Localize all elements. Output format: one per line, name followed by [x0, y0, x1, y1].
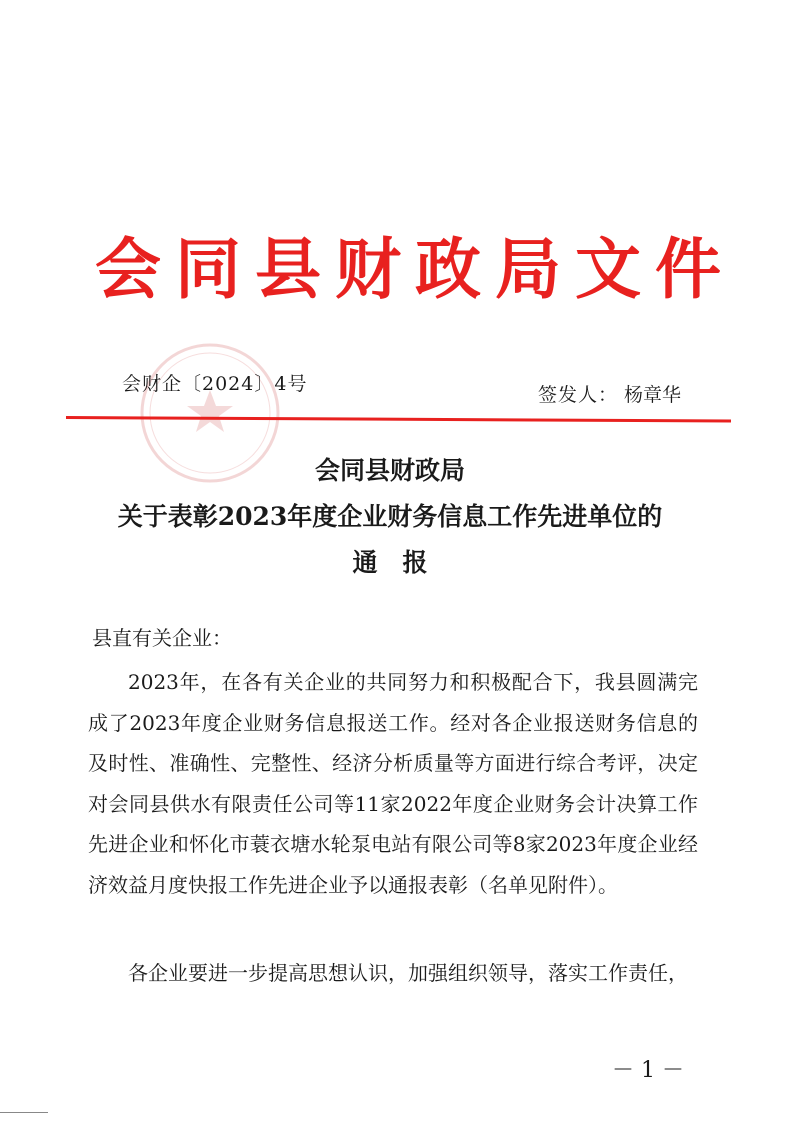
notice-title-line-3: 通 报	[352, 548, 428, 577]
issuer-name: 杨章华	[624, 384, 682, 406]
body-paragraph-2: 各企业要进一步提高思想认识，加强组织领导，落实工作责任，	[128, 961, 688, 985]
document-number: 会财企〔2024〕4号	[122, 373, 308, 395]
notice-title	[40, 448, 740, 586]
body-paragraph-1: 2023年，在各有关企业的共同努力和积极配合下，我县圆满完成了2023年度企业财务信息报送工作。经对各企业报送财务信息的及时性、准确性、完整性、经济分析质量等方面进行综合考评，决定对会同县供水有限责任公司等11家2022年度企业财务会计决算工作先进企业和怀化市蓑衣塘水轮泵电站有限公司等8家2023年度企业经济效益月度快报工作先进企业予以通报表彰（名单见附件）。	[88, 670, 698, 897]
salutation: 县直有关企业：	[92, 626, 232, 650]
scan-edge-mark	[0, 1112, 48, 1113]
document-header-title: 会同县财政局文件	[95, 231, 735, 308]
notice-title-line-2: 关于表彰2023年度企业财务信息工作先进单位的	[117, 502, 663, 531]
issuer	[538, 380, 681, 407]
issuer-label: 签发人：	[538, 384, 619, 406]
page-number: － 1 －	[612, 1058, 684, 1083]
notice-title-line-1: 会同县财政局	[314, 456, 465, 485]
